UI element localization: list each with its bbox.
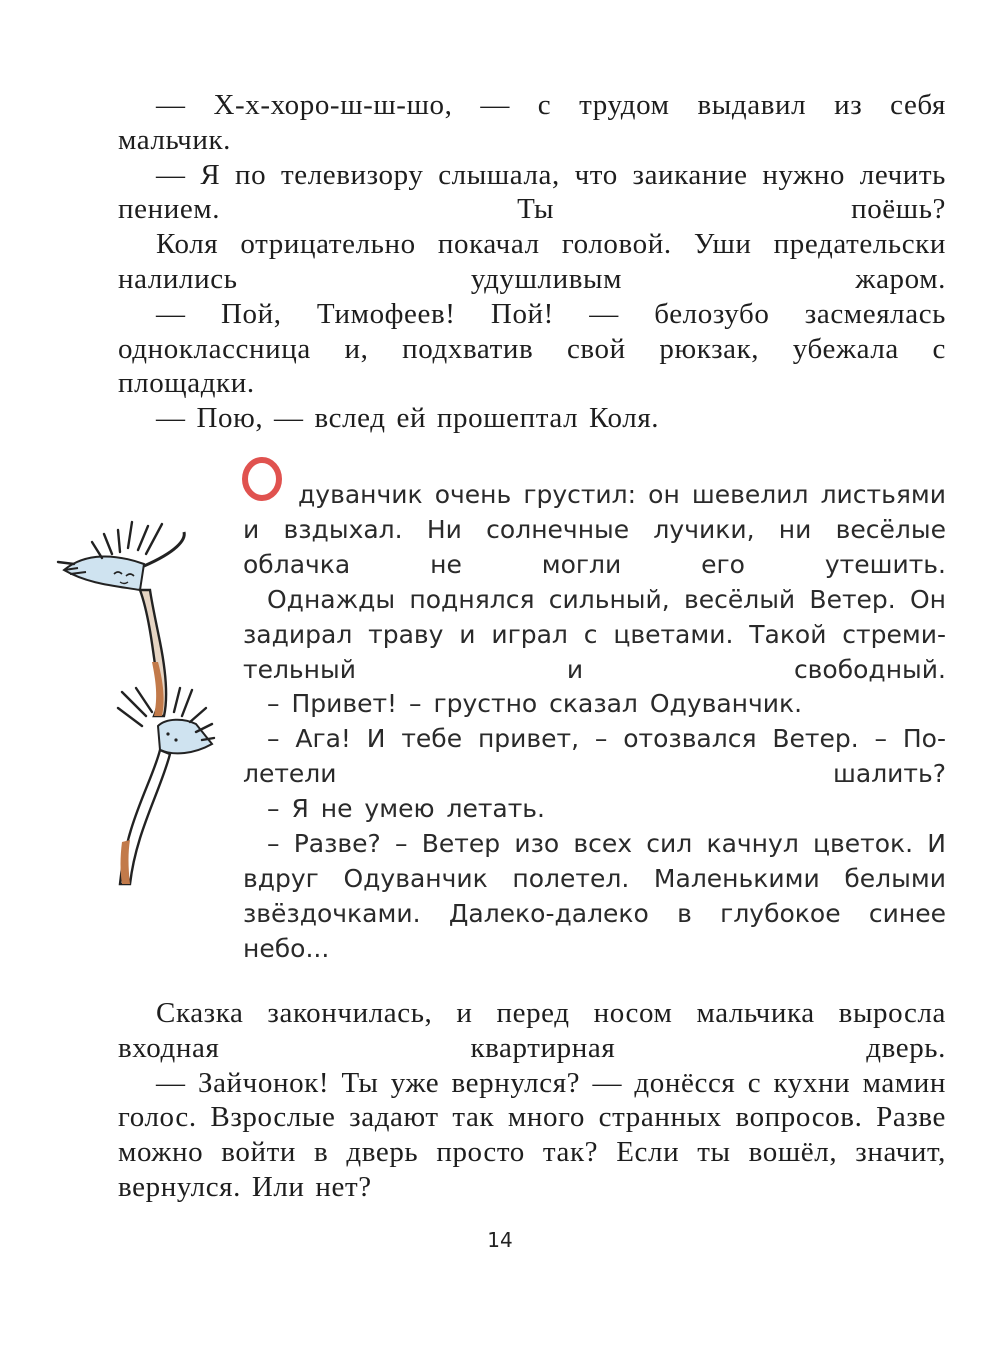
paragraph: Сказка закончилась, и перед носом мальчика выросла входная квартирная дверь. — [118, 997, 946, 1064]
bottom-text-block — [118, 996, 946, 1205]
paragraph — [243, 473, 946, 583]
paragraph: — Х-х-хоро-ш-ш-шо, — с трудом выдавил из себя мальчик. — [118, 89, 946, 156]
paragraph: — Зайчонок! Ты уже вернулся? — донёсся с кухни мамин голос. Взрослые задают так много странных вопросов. Разве можно войти в дверь просто так? Если ты вошёл, значит, вернулся. Или нет? — [118, 1066, 946, 1203]
paragraph: Однажды поднялся сильный, весёлый Ветер. Он задирал траву и играл с цветами. Такой стремительный и свободный. — [243, 584, 946, 684]
dandelion-illustration — [56, 512, 226, 892]
page-number: 14 — [487, 1228, 513, 1252]
top-text-block — [118, 88, 946, 436]
dropcap-letter-o-icon — [241, 455, 283, 503]
paragraph: – Разве? – Ветер изо всех сил качнул цветок. И вдруг Одуванчик полетел. Маленькими белыми звёздочками. Далеко-далеко в глубокое синее небо... — [243, 829, 946, 963]
paragraph: – Привет! – грустно сказал Одуванчик. — [267, 689, 803, 719]
paragraph: – Я не умею летать. — [267, 794, 545, 824]
paragraph: – Ага! И тебе привет, – отозвался Ветер. – Полетели шалить? — [243, 724, 946, 789]
paragraph-text: дуванчик очень грустил: он шевелил листьями и вздыхал. Ни солнечные лучики, ни весёлые облачка не могли его утешить. — [243, 480, 946, 579]
paragraph: — Пой, Тимофеев! Пой! — белозубо засмеялась одноклассница и, подхватив свой рюкзак, убежала с площадки. — [118, 297, 946, 400]
paragraph: — Пою, — вслед ей прошептал Коля. — [156, 402, 660, 435]
dropcap — [243, 473, 298, 503]
fairy-tale-block — [243, 473, 946, 967]
paragraph: — Я по телевизору слышала, что заикание нужно лечить пением. Ты поёшь? — [118, 158, 946, 226]
paragraph: Коля отрицательно покачал головой. Уши предательски налились удушливым жаром. — [118, 228, 946, 295]
